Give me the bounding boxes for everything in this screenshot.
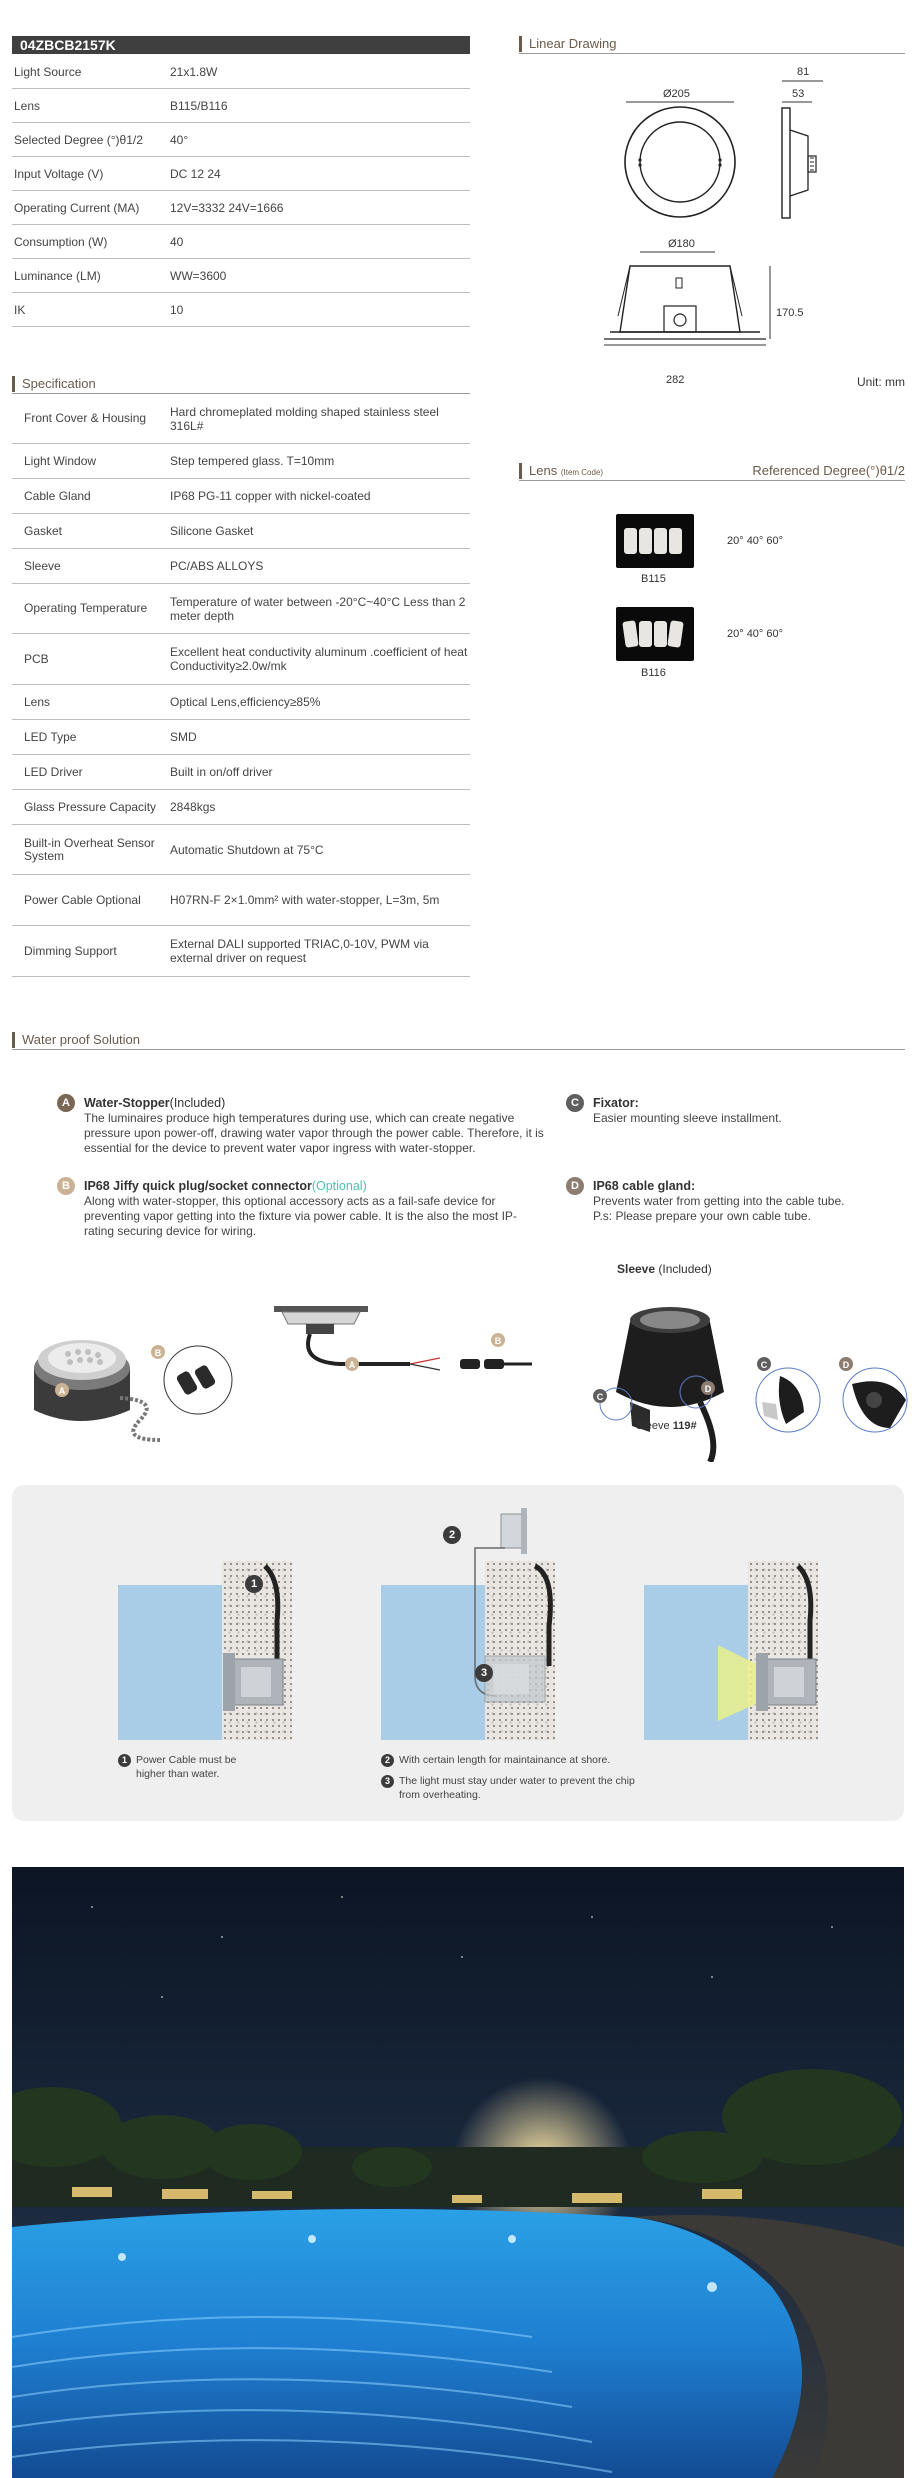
property-row: Selected Degree (°)θ1/2 40° — [12, 123, 470, 157]
svg-text:B: B — [154, 1348, 162, 1358]
letter-b-badge: B — [57, 1177, 75, 1195]
fixator-title: Fixator: — [593, 1096, 639, 1110]
property-row: Operating Current (MA) 12V=3332 24V=1666 — [12, 191, 470, 225]
letter-a-badge: A — [57, 1094, 75, 1112]
side-flange — [782, 108, 790, 218]
lens-degrees: 20° 40° 60° — [727, 535, 784, 547]
cable-gland-title: IP68 cable gland: — [593, 1179, 696, 1193]
pool-night-photo — [12, 1867, 904, 2478]
front-outer-circle — [625, 107, 735, 217]
spec-row: Front Cover & Housing Hard chromeplated molding shaped stainless steel 316L# — [12, 394, 470, 444]
note-2-text: With certain length for maintainance at shore. — [399, 1754, 611, 1766]
svg-text:D: D — [704, 1384, 712, 1394]
property-row: Consumption (W) 40 — [12, 225, 470, 259]
property-row: Luminance (LM) WW=3600 — [12, 259, 470, 293]
svg-text:C: C — [760, 1360, 768, 1370]
dim-side-53: 53 — [792, 88, 805, 100]
property-row: Lens B115/B116 — [12, 89, 470, 123]
svg-text:D: D — [842, 1360, 850, 1370]
letter-c-badge: C — [566, 1094, 584, 1112]
svg-text:C: C — [596, 1392, 604, 1402]
spec-row: Gasket Silicone Gasket — [12, 514, 470, 549]
spec-row: PCB Excellent heat conductivity aluminum .coefficient of heat Conductivity≥2.0w/mk — [12, 634, 470, 685]
water-stopper-title: Water-Stopper(Included) — [84, 1096, 226, 1110]
lens-code: B116 — [641, 667, 666, 679]
spec-row: Light Window Step tempered glass. T=10mm — [12, 444, 470, 479]
svg-text:A: A — [58, 1386, 66, 1396]
lens-b116-image — [616, 607, 694, 661]
lens-title: Lens (Item Code) — [519, 463, 603, 479]
callout-1: 1 — [245, 1575, 263, 1593]
lens-degrees: 20° 40° 60° — [727, 628, 784, 640]
model-title: 04ZBCB2157K — [12, 36, 470, 54]
spec-row: Power Cable Optional H07RN-F 2×1.0mm² with water-stopper, L=3m, 5m — [12, 875, 470, 926]
sleeve-outline — [620, 266, 740, 332]
spec-row: Glass Pressure Capacity 2848kgs — [12, 790, 470, 825]
dim-height: 170.5 — [776, 307, 804, 319]
fixture-lit — [714, 1561, 824, 1741]
fixture-illustration — [20, 1290, 240, 1450]
sleeve-title: Sleeve (Included) — [617, 1262, 712, 1276]
section-divider — [519, 480, 905, 481]
callout-2: 2 — [443, 1526, 461, 1544]
note-3-badge: 3 — [381, 1775, 394, 1788]
water-block — [118, 1585, 224, 1740]
property-row: Light Source 21x1.8W — [12, 56, 470, 89]
lens-code: B115 — [641, 573, 666, 585]
section-divider — [12, 1049, 905, 1050]
svg-text:B: B — [494, 1336, 502, 1346]
dim-bottom-diameter: Ø180 — [668, 238, 695, 250]
sleeve-caption: Sleeve 119# — [636, 1420, 697, 1432]
note-2-badge: 2 — [381, 1754, 394, 1767]
spec-row: LED Type SMD — [12, 720, 470, 755]
callout-3: 3 — [475, 1664, 493, 1682]
lens-degree-title: Referenced Degree(°)θ1/2 — [752, 463, 905, 478]
dim-top-diameter: Ø205 — [663, 88, 690, 100]
section-divider — [519, 53, 905, 54]
spec-row: Built-in Overheat Sensor System Automatic Shutdown at 75°C — [12, 825, 470, 875]
dim-width: 282 — [666, 374, 685, 386]
waterproof-title: Water proof Solution — [12, 1032, 140, 1048]
linear-drawing — [560, 78, 900, 398]
note-1-badge: 1 — [118, 1754, 131, 1767]
unit-label: Unit: mm — [857, 375, 905, 389]
specification-title: Specification — [12, 376, 96, 392]
fixator-text: Easier mounting sleeve installment. — [593, 1111, 782, 1125]
dim-side-81: 81 — [797, 66, 810, 78]
letter-d-badge: D — [566, 1177, 584, 1195]
note-1-text: Power Cable must be higher than water. — [136, 1754, 237, 1780]
spec-row: Lens Optical Lens,efficiency≥85% — [12, 685, 470, 720]
cable-gland-text: Prevents water from getting into the cable tube. P.s: Please prepare your own cable tube. — [593, 1194, 845, 1223]
note-3-text: The light must stay under water to prevent the chip from overheating. — [399, 1775, 635, 1801]
spec-row: Operating Temperature Temperature of water between -20°C~40°C Less than 2 meter depth — [12, 584, 470, 634]
svg-text:A: A — [348, 1360, 356, 1370]
property-row: IK 10 — [12, 293, 470, 327]
spec-row: Dimming Support External DALI supported TRIAC,0-10V, PWM via external driver on request — [12, 926, 470, 977]
spec-row: Sleeve PC/ABS ALLOYS — [12, 549, 470, 584]
fixture-at-shore — [445, 1506, 565, 1741]
sleeve-illustration — [590, 1292, 910, 1462]
quick-plug-title: IP68 Jiffy quick plug/socket connector(Optional) — [84, 1179, 367, 1193]
front-inner-circle — [640, 122, 720, 202]
linear-drawing-title: Linear Drawing — [519, 36, 616, 52]
spec-row: Cable Gland IP68 PG-11 copper with nickel-coated — [12, 479, 470, 514]
lens-b115-image — [616, 514, 694, 568]
quick-plug-text: Along with water-stopper, this optional accessory acts as a fail-safe device for preventing vapor getting into the fixture via power cable. It is the also the most IP-rating securing device for wiring. — [84, 1194, 517, 1238]
spec-row: LED Driver Built in on/off driver — [12, 755, 470, 790]
water-stopper-text: The luminaires produce high temperatures during use, which can create negative pressure upon power-off, drawing water vapor through the power cable. Therefore, it is essential for the device to prevent water vapor ingress with water-stopper. — [84, 1111, 544, 1155]
cable-assembly-illustration — [270, 1300, 550, 1410]
property-row: Input Voltage (V) DC 12 24 — [12, 157, 470, 191]
